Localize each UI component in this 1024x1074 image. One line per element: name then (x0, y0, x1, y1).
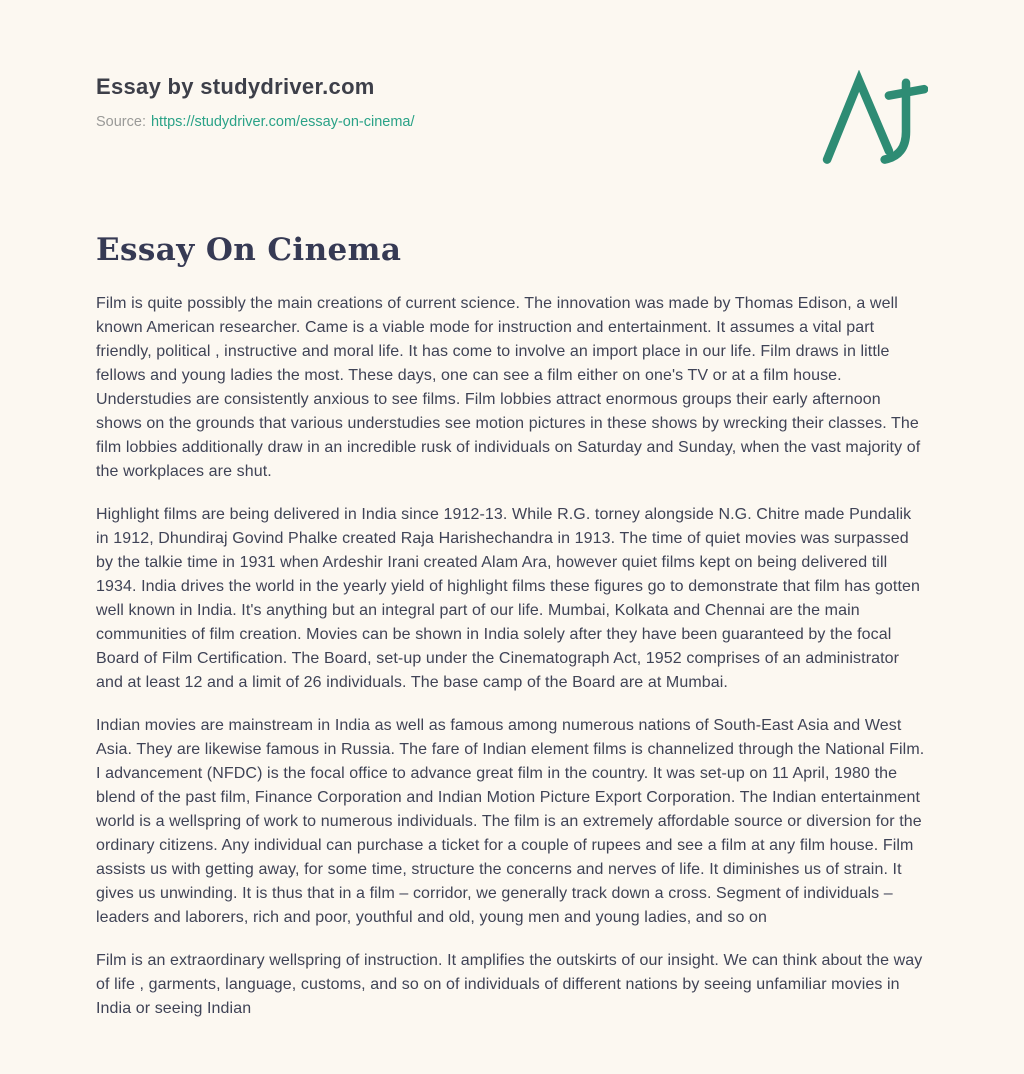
source-link[interactable]: https://studydriver.com/essay-on-cinema/ (150, 114, 415, 130)
essay-body (96, 292, 928, 1021)
page-header (96, 74, 928, 130)
source-line (96, 114, 928, 130)
essay-paragraph-2: Highlight films are being delivered in India since 1912-13. While R.G. torney alongside N.G. Chitre made Pundalik in 1912, Dhundiraj Govind Phalke created Raja Harishechandra in 1913. The time of quiet movies was surpassed by the talkie time in 1931 when Ardeshir Irani created Alam Ara, however quiet films kept on being delivered till 1934. India drives the world in the yearly yield of highlight films these figures go to demonstrate that film has gotten well known in India. It's anything but an integral part of our life. Mumbai, Kolkata and Chennai are the main communities of film creation. Movies can be shown in India solely after they have been guaranteed by the focal Board of Film Certification. The Board, set-up under the Cinematograph Act, 1952 comprises of an administrator and at least 12 and a limit of 26 individuals. The base camp of the Board are at Mumbai. (96, 506, 920, 691)
essay-paragraph-1: Film is quite possibly the main creations of current science. The innovation was made by Thomas Edison, a well known American researcher. Came is a viable mode for instruction and entertainment. It assumes a vital part friendly, political , instructive and moral life. It has come to involve an import place in our life. Film draws in little fellows and young ladies the most. These days, one can see a film either on one's TV or at a film house. Understudies are consistently anxious to see films. Film lobbies attract enormous groups their early afternoon shows on the grounds that various understudies see motion pictures in these shows by wrecking their classes. The film lobbies additionally draw in an incredible rusk of individuals on Saturday and Sunday, when the vast majority of the workplaces are shut. (96, 295, 921, 480)
essay-content (96, 232, 928, 1021)
essay-paragraph-3: Indian movies are mainstream in India as well as famous among numerous nations of South-East Asia and West Asia. They are likewise famous in Russia. The fare of Indian element films is channelized through the National Film. I advancement (NFDC) is the focal office to advance great film in the country. It was set-up on 11 April, 1980 the blend of the past film, Finance Corporation and Indian Motion Picture Export Corporation. The Indian entertainment world is a wellspring of work to numerous individuals. The film is an extremely affordable source or diversion for the ordinary citizens. Any individual can purchase a ticket for a couple of rupees and see a film at any film house. Film assists us with getting away, for some time, structure the concerns and nerves of life. It diminishes us of strain. It gives us unwinding. It is thus that in a film – corridor, we generally track down a cross. Segment of individuals – leaders and laborers, rich and poor, youthful and old, young men and young ladies, and so on (96, 717, 925, 926)
source-label: Source: (96, 114, 146, 130)
page-title: Essay On Cinema (96, 232, 402, 268)
studydriver-logo-icon (820, 70, 928, 166)
byline: Essay by studydriver.com (96, 74, 375, 99)
essay-paragraph-4: Film is an extraordinary wellspring of instruction. It amplifies the outskirts of our insight. We can think about the way of life , garments, language, customs, and so on of individuals of different nations by seeing unfamiliar movies in India or seeing Indian (96, 952, 923, 1017)
